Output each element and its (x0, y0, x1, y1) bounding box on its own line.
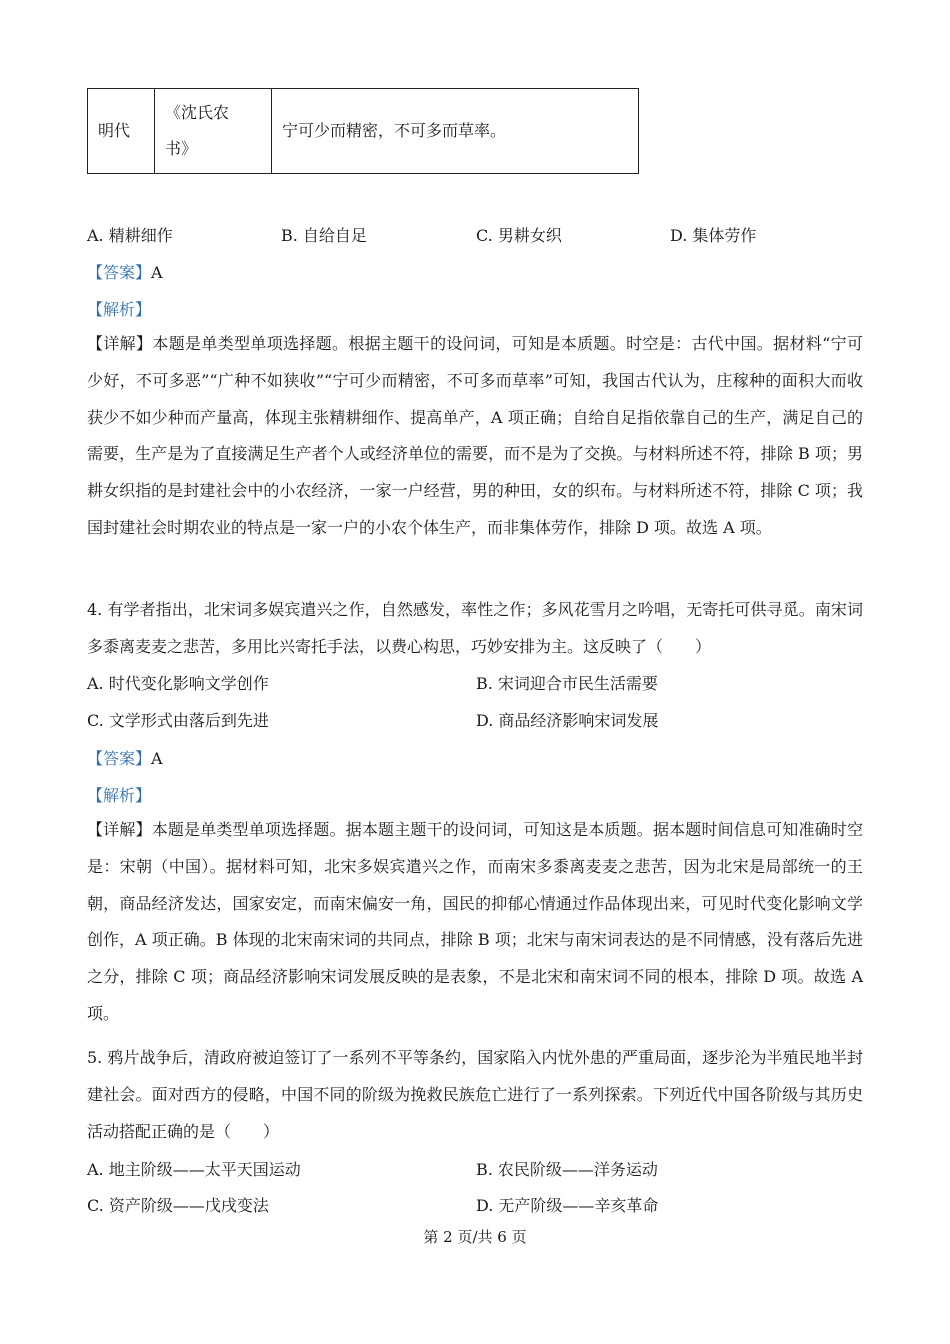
q4-option-c: C. 文学形式由落后到先进 (87, 711, 269, 730)
q4-option-b: B. 宋词迎合市民生活需要 (476, 674, 658, 693)
q4-stem: 4. 有学者指出，北宋词多娱宾遣兴之作，自然感发，率性之作；多风花雪月之吟唱，无寄托可供寻觅。南宋词多黍离麦麦之悲苦，多用比兴寄托手法，以费心构思，巧妙安排为主。这反映了（ ） (87, 600, 863, 656)
q3-option-a: A. 精耕细作 (87, 226, 173, 245)
q4-analysis-tag: 【解析】 (87, 786, 152, 805)
book-title-line1: 《沈氏农 (165, 103, 230, 122)
q5-option-c: C. 资产阶级——戊戌变法 (87, 1196, 269, 1215)
detail-tag: 【详解】 (87, 820, 152, 839)
q3-option-b: B. 自给自足 (281, 226, 367, 245)
table-cell-era: 明代 (88, 89, 155, 174)
q5-option-d: D. 无产阶级——辛亥革命 (476, 1196, 659, 1215)
source-table (87, 88, 639, 174)
q3-option-d: D. 集体劳作 (670, 226, 757, 245)
detail-text: 本题是单类型单项选择题。据本题主题干的设问词，可知这是本质题。据本题时间信息可知准确时空是：宋朝（中国）。据材料可知，北宋多娱宾遣兴之作，而南宋多黍离麦麦之悲苦，因为北宋是局部统一的王朝，商品经济发达，国家安定，而南宋偏安一角，国民的抑郁心情通过作品体现出来，可见时代变化影响文学创作，A 项正确。B 体现的北宋南宋词的共同点，排除 B 项；北宋与南宋词表达的是不同情感，没有落后先进之分，排除 C 项；商品经济影响宋词发展反映的是表象，不是北宋和南宋词不同的根本，排除 D 项。故选 A 项。 (87, 820, 863, 1023)
answer-value: A (151, 749, 163, 768)
answer-tag: 【答案】 (87, 263, 152, 282)
table-row (88, 89, 639, 174)
q4-answer (87, 746, 163, 769)
q3-option-c: C. 男耕女织 (476, 226, 562, 245)
detail-tag: 【详解】 (87, 334, 153, 353)
q3-detail (87, 326, 863, 547)
page-footer: 第 2 页/共 6 页 (423, 1228, 527, 1246)
detail-text: 本题是单类型单项选择题。根据主题干的设问词，可知是本质题。时空是：古代中国。据材料“宁可少好，不可多恶”“广种不如狭收”“宁可少而精密，不可多而草率”可知，我国古代认为，庄稼种的面积大而收获少不如少种而产量高，体现主张精耕细作、提高单产，A 项正确；自给自足指依靠自己的生产，满足自己的需要，生产是为了直接满足生产者个人或经济单位的需要，而不是为了交换。与材料所述不符，排除 B 项；男耕女织指的是封建社会中的小农经济，一家一户经营，男的种田，女的织布。与材料所述不符，排除 C 项；我国封建社会时期农业的特点是一家一户的小农个体生产，而非集体劳作，排除 D 项。故选 A 项。 (87, 334, 863, 537)
q5-option-a: A. 地主阶级——太平天国运动 (87, 1160, 301, 1179)
q5-option-b: B. 农民阶级——洋务运动 (476, 1160, 658, 1179)
q4-option-a: A. 时代变化影响文学创作 (87, 674, 269, 693)
q3-analysis-tag: 【解析】 (87, 300, 152, 319)
book-title-line2: 书》 (165, 139, 198, 158)
answer-tag: 【答案】 (87, 749, 152, 768)
q4-detail (87, 812, 863, 1033)
q3-answer (87, 260, 163, 283)
table-cell-quote: 宁可少而精密，不可多而草率。 (272, 89, 639, 174)
table-cell-book (155, 89, 272, 174)
q4-option-d: D. 商品经济影响宋词发展 (476, 711, 659, 730)
answer-value: A (151, 263, 163, 282)
q5-stem: 5. 鸦片战争后，清政府被迫签订了一系列不平等条约，国家陷入内忧外患的严重局面，逐步沦为半殖民地半封建社会。面对西方的侵略，中国不同的阶级为挽救民族危亡进行了一系列探索。下列近代中国各阶级与其历史活动搭配正确的是（ ） (87, 1048, 863, 1141)
